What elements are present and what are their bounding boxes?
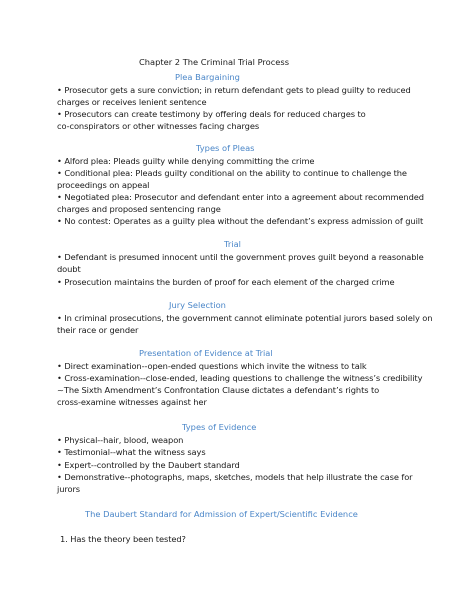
text-line: • Cross-examination--close-ended, leading questions to challenge the witness’s credibility: [57, 373, 423, 383]
text-line: • Conditional plea: Pleads guilty conditional on the ability to continue to challenge the: [57, 168, 407, 178]
text-line: • Prosecution maintains the burden of proof for each element of the charged crime: [57, 277, 395, 287]
text-line: • No contest: Operates as a guilty plea without the defendant’s express admission of guilt: [57, 216, 424, 226]
text-line: • Direct examination--open-ended questions which invite the witness to talk: [57, 361, 367, 371]
text-line: co-conspirators or other witnesses facing charges: [57, 121, 260, 131]
text-line: ~The Sixth Amendment’s Confrontation Clause dictates a defendant’s rights to: [57, 385, 380, 395]
text-line: charges and proposed sentencing range: [57, 204, 221, 214]
section-heading-plea-bargaining: Plea Bargaining: [175, 72, 240, 82]
text-line: charges or receives lenient sentence: [57, 97, 207, 107]
text-line: • Defendant is presumed innocent until the government proves guilt beyond a reasonable: [57, 252, 424, 262]
section-heading-jury-selection: Jury Selection: [169, 300, 226, 310]
section-heading-types-of-evidence: Types of Evidence: [182, 422, 257, 432]
text-line: their race or gender: [57, 325, 139, 335]
section-heading-trial: Trial: [224, 239, 241, 249]
text-line: • Negotiated plea: Prosecutor and defendant enter into a agreement about recommended: [57, 192, 424, 202]
section-heading-types-of-pleas: Types of Pleas: [196, 143, 255, 153]
text-line: • Demonstrative--photographs, maps, sketches, models that help illustrate the case for: [57, 472, 413, 482]
page-title: Chapter 2 The Criminal Trial Process: [139, 57, 290, 67]
section-heading-presentation-of-evidence: Presentation of Evidence at Trial: [139, 348, 273, 358]
section-heading-daubert-standard: The Daubert Standard for Admission of Expert/Scientific Evidence: [85, 509, 358, 519]
text-line: proceedings on appeal: [57, 180, 150, 190]
text-line: • In criminal prosecutions, the government cannot eliminate potential jurors based solely on: [57, 313, 433, 323]
text-line: doubt: [57, 264, 81, 274]
text-line: • Prosecutor gets a sure conviction; in return defendant gets to plead guilty to reduced: [57, 85, 411, 95]
text-line: jurors: [57, 484, 81, 494]
text-line: • Expert--controlled by the Daubert standard: [57, 460, 240, 470]
text-line: cross-examine witnesses against her: [57, 397, 207, 407]
text-line: • Testimonial--what the witness says: [57, 447, 206, 457]
text-line: • Alford plea: Pleads guilty while denying committing the crime: [57, 156, 315, 166]
text-line: • Prosecutors can create testimony by offering deals for reduced charges to: [57, 109, 366, 119]
numbered-item: 1. Has the theory been tested?: [60, 534, 186, 544]
text-line: • Physical--hair, blood, weapon: [57, 435, 184, 445]
